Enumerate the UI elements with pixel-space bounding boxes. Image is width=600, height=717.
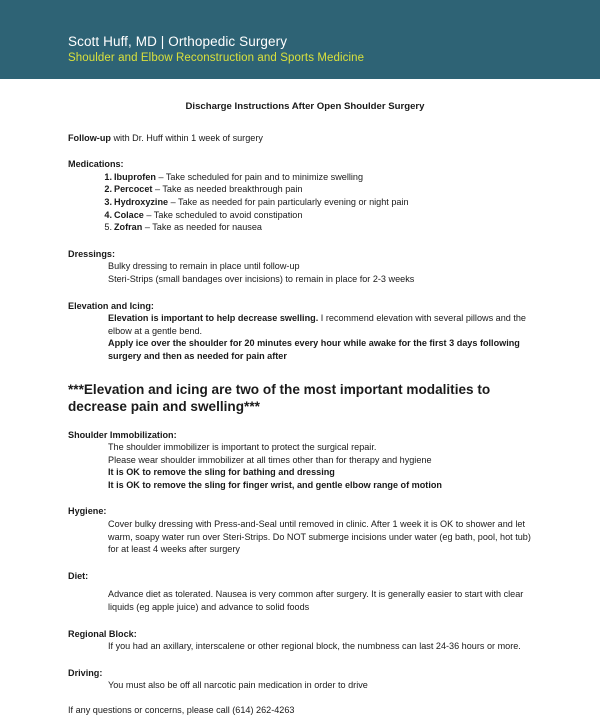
elevation-emphasis-text: Elevation is important to help decrease swelling. (108, 313, 319, 324)
list-item-number: 2. (104, 184, 112, 195)
elevation-body-text: I recommend elevation with several pillows and the elbow at a gentle bend. (108, 313, 526, 336)
diet-body: Advance diet as tolerated. Nausea is very common after surgery. It is generally easier to start with clear liquids (eg apple juice) and advance to solid foods (108, 589, 524, 613)
list-item-number: 1. (104, 171, 112, 182)
list-item-number: 5. (104, 222, 112, 233)
spacer (68, 144, 542, 158)
medication-detail: – Take as needed for pain particularly evening or night pain (168, 196, 409, 207)
spacer (68, 692, 542, 704)
immobilization-line-1: The shoulder immobilizer is important to protect the surgical repair. (108, 442, 377, 453)
medication-name: Ibuprofen (114, 171, 156, 182)
spacer (68, 556, 542, 570)
section-heading-elevation-icing: Elevation and Icing: (68, 300, 154, 311)
medication-detail: – Take scheduled for pain and to minimize swelling (155, 171, 364, 182)
spacer (68, 491, 542, 505)
medication-name: Percocet (114, 184, 153, 195)
section-heading-shoulder-immobilization: Shoulder Immobilization: (68, 429, 177, 440)
medication-detail: – Take as needed breakthrough pain (152, 184, 303, 195)
document-body (0, 101, 600, 717)
emphasis-callout: ***Elevation and icing are two of the most important modalities to decrease pain and swelling*** (68, 381, 491, 414)
list-item (68, 183, 542, 196)
document-title: Discharge Instructions After Open Shoulder Surgery (185, 101, 425, 112)
followup-text: with Dr. Huff within 1 week of surgery (110, 132, 263, 143)
dressings-line-1: Bulky dressing to remain in place until follow-up (108, 261, 300, 272)
immobilization-line-4: It is OK to remove the sling for finger wrist, and gentle elbow range of motion (108, 479, 442, 490)
section-heading-hygiene: Hygiene: (68, 506, 107, 517)
section-heading-driving: Driving: (68, 667, 103, 678)
regional-block-body: If you had an axillary, interscalene or other regional block, the numbness can last 24-36 hours or more. (108, 641, 521, 652)
hygiene-body: Cover bulky dressing with Press-and-Seal until removed in clinic. After 1 week it is OK to shower and let warm, soapy water run over Steri-Strips. Do NOT submerge incisions under water (eg bath, pool, hot tub) for at least 4 weeks after surgery (108, 519, 531, 555)
section-heading-dressings: Dressings: (68, 248, 116, 259)
immobilization-line-3: It is OK to remove the sling for bathing and dressing (108, 467, 335, 478)
spacer (68, 415, 542, 429)
spacer (68, 114, 542, 132)
medications-list (68, 171, 542, 234)
list-item (68, 171, 542, 184)
spacer (68, 363, 542, 381)
list-item (68, 221, 542, 234)
spacer (68, 614, 542, 628)
spacer (68, 234, 542, 248)
section-heading-diet: Diet: (68, 570, 89, 581)
medication-name: Hydroxyzine (114, 196, 169, 207)
followup-line (68, 132, 542, 145)
list-item (68, 209, 542, 222)
letterhead-banner (0, 0, 600, 79)
spacer (68, 653, 542, 667)
contact-footer: If any questions or concerns, please call (614) 262-4263 (68, 705, 295, 715)
section-heading-regional-block: Regional Block: (68, 628, 137, 639)
list-item (68, 196, 542, 209)
driving-body: You must also be off all narcotic pain medication in order to drive (108, 680, 368, 691)
practice-subtitle: Shoulder and Elbow Reconstruction and Sports Medicine (68, 52, 365, 64)
medication-name: Zofran (114, 222, 143, 233)
practice-title: Scott Huff, MD | Orthopedic Surgery (68, 34, 288, 49)
spacer (68, 286, 542, 300)
medication-name: Colace (114, 209, 144, 220)
icing-paragraph: Apply ice over the shoulder for 20 minutes every hour while awake for the first 3 days following surgery and then as needed for pain after (108, 338, 520, 361)
list-item-number: 4. (104, 209, 112, 220)
dressings-line-2: Steri-Strips (small bandages over incisions) to remain in place for 2-3 weeks (108, 273, 415, 284)
section-heading-medications: Medications: (68, 159, 124, 170)
elevation-paragraph (68, 312, 542, 337)
medication-detail: – Take as needed for nausea (142, 222, 262, 233)
immobilization-line-2: Please wear shoulder immobilizer at all times other than for therapy and hygiene (108, 454, 432, 465)
followup-label: Follow-up (68, 132, 111, 143)
medication-detail: – Take scheduled to avoid constipation (143, 209, 303, 220)
list-item-number: 3. (104, 196, 112, 207)
